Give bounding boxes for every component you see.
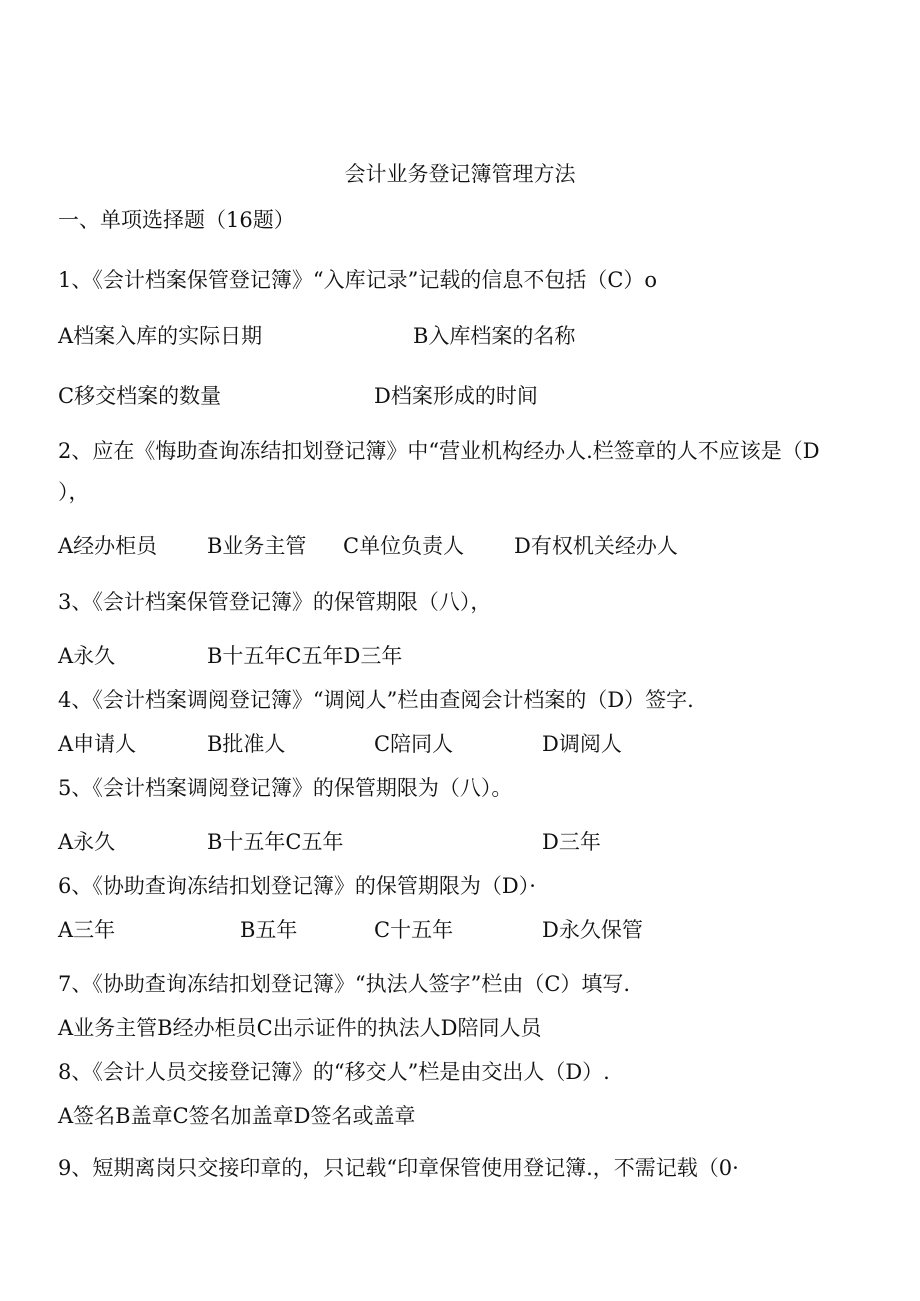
question-2-stem: 2、应在《悔助查询冻结扣划登记簿》中“营业机构经办人.栏签章的人不应该是（D — [58, 439, 820, 463]
question-5-option-a: A永久 — [58, 830, 116, 854]
question-1-option-d: D档案形成的时间 — [374, 384, 538, 408]
question-5-stem: 5、《会计档案调阅登记簿》的保管期限为（八）。 — [58, 776, 513, 800]
question-6-option-b: B五年 — [240, 918, 298, 942]
question-1-option-b: B入库档案的名称 — [413, 324, 576, 348]
question-5-option-bc: B十五年C五年 — [207, 830, 344, 854]
question-2-option-d: D有权机关经办人 — [514, 534, 678, 558]
question-1-stem: 1、《会计档案保管登记簿》“入库记录”记载的信息不包括（C）o — [58, 268, 658, 292]
question-5-option-d: D三年 — [542, 830, 601, 854]
section-heading: 一、单项选择题（16题） — [58, 208, 295, 232]
question-8-stem: 8、《会计人员交接登记簿》的“移交人”栏是由交出人（D）. — [58, 1060, 610, 1084]
question-2-option-a: A经办柜员 — [58, 534, 158, 558]
question-2-option-c: C单位负责人 — [343, 534, 465, 558]
question-4-option-d: D调阅人 — [542, 732, 622, 756]
question-2-option-b: B业务主管 — [207, 534, 307, 558]
page-title: 会计业务登记簿管理方法 — [344, 162, 576, 186]
question-4-stem: 4、《会计档案调阅登记簿》“调阅人”栏由查阅会计档案的（D）签字. — [58, 688, 694, 712]
question-1-option-a: A档案入库的实际日期 — [58, 324, 263, 348]
question-6-option-c: C十五年 — [374, 918, 454, 942]
question-4-option-b: B批准人 — [207, 732, 286, 756]
question-3-stem: 3、《会计档案保管登记簿》的保管期限（八）， — [58, 590, 492, 614]
question-7-stem: 7、《协助查询冻结扣划登记簿》“执法人签字”栏由（C）填写. — [58, 972, 631, 996]
question-3-option-bcd: B十五年C五年D三年 — [207, 644, 403, 668]
question-6-stem: 6、《协助查询冻结扣划登记簿》的保管期限为（D）· — [58, 874, 536, 898]
question-6-option-a: A三年 — [58, 918, 116, 942]
question-6-option-d: D永久保管 — [542, 918, 643, 942]
question-4-option-a: A申请人 — [58, 732, 137, 756]
question-8-options: A签名B盖章C签名加盖章D签名或盖章 — [58, 1104, 416, 1128]
question-3-option-a: A永久 — [58, 644, 116, 668]
question-4-option-c: C陪同人 — [374, 732, 454, 756]
question-1-option-c: C移交档案的数量 — [58, 384, 222, 408]
question-7-options: A业务主管B经办柜员C出示证件的执法人D陪同人员 — [58, 1016, 542, 1040]
question-9-stem: 9、短期离岗只交接印章的，只记载“印章保管使用登记簿.，不需记载（0· — [58, 1156, 739, 1180]
question-2-stem-continued: ）， — [58, 480, 90, 504]
